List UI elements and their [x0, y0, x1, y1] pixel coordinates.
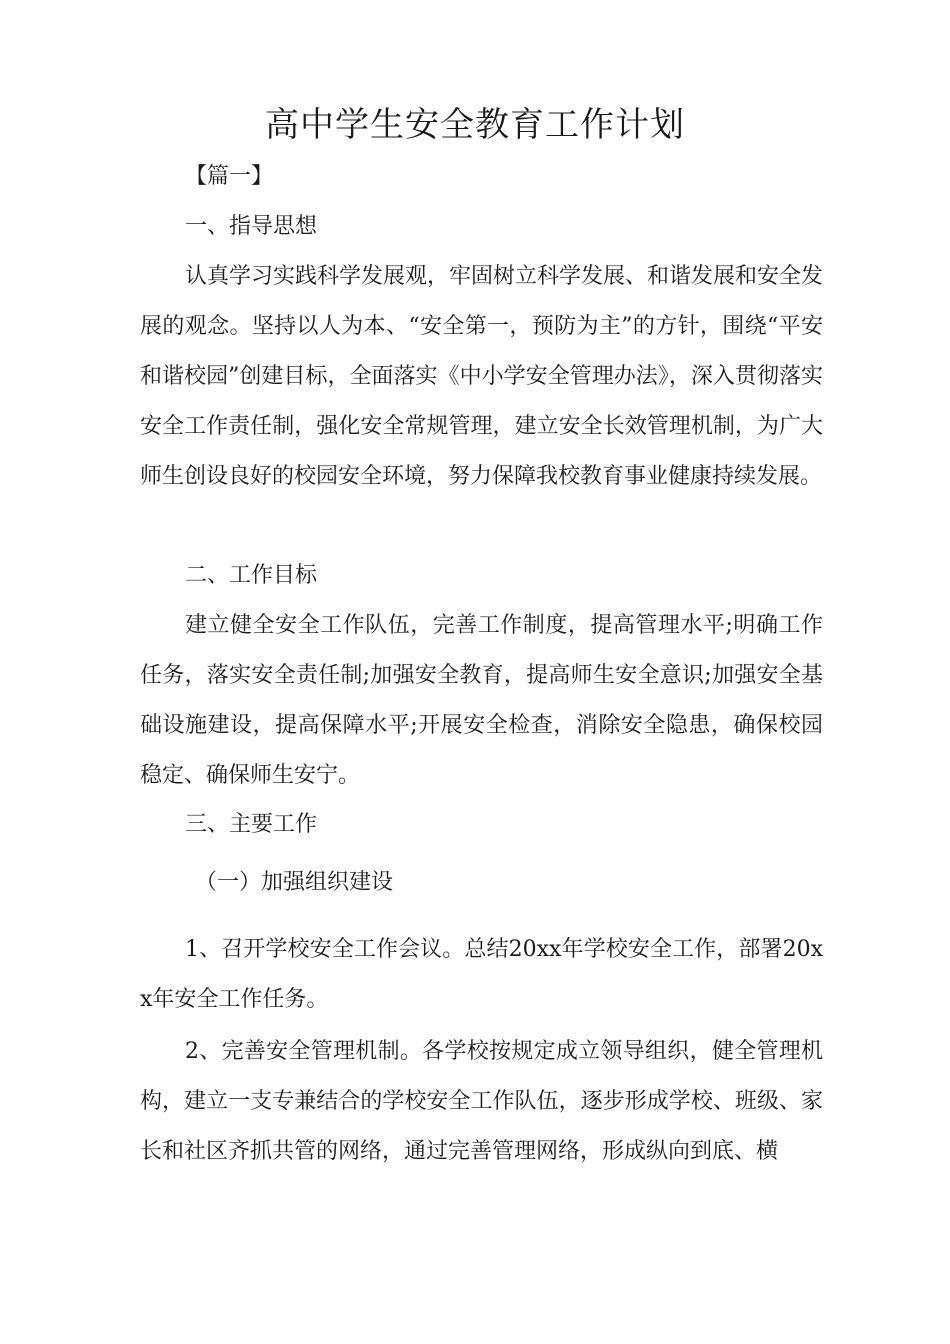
paragraph-item-1: 1、召开学校安全工作会议。总结20xx年学校安全工作，部署20xx年安全工作任务。: [140, 937, 823, 1012]
paragraph-item-2: 2、完善安全管理机制。各学校按规定成立领导组织，健全管理机构，建立一支专兼结合的学校安全工作队伍，逐步形成学校、班级、家长和社区齐抓共管的网络，通过完善管理网络，形成纵向到底、横: [140, 1039, 823, 1164]
paragraph-guiding-ideology: 认真学习实践科学发展观，牢固树立科学发展、和谐发展和安全发展的观念。坚持以人为本、“安全第一，预防为主”的方针，围绕“平安和谐校园”创建目标，全面落实《中小学安全管理办法》，深入贯彻落实安全工作责任制，强化安全常规管理，建立安全长效管理机制，为广大师生创设良好的校园安全环境，努力保障我校教育事业健康持续发展。: [140, 264, 824, 489]
section-label: 【篇一】: [185, 164, 274, 189]
heading-work-goals: 二、工作目标: [185, 563, 318, 588]
heading-main-work: 三、主要工作: [185, 812, 318, 837]
subheading-organization: （一）加强组织建设: [195, 870, 394, 895]
heading-guiding-ideology: 一、指导思想: [185, 214, 318, 239]
document-title: 高中学生安全教育工作计划: [265, 105, 685, 145]
paragraph-work-goals: 建立健全安全工作队伍，完善工作制度，提高管理水平;明确工作任务，落实安全责任制;加强安全教育，提高师生安全意识;加强安全基础设施建设，提高保障水平;开展安全检查，消除安全隐患，确保校园稳定、确保师生安宁。: [140, 613, 823, 788]
